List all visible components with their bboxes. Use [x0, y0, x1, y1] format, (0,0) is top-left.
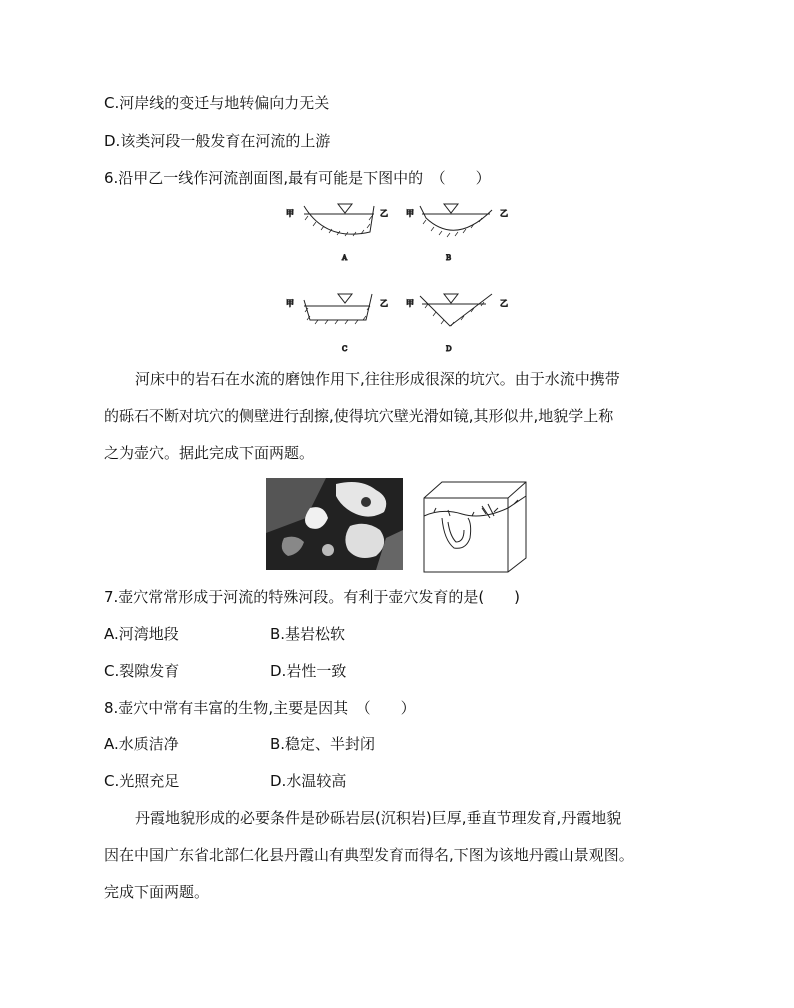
q8-option-b: B.稳定、半封闭 [270, 735, 376, 753]
paragraph-1-line-3: 之为壶穴。据此完成下面两题。 [104, 444, 315, 462]
question-7: 7.壶穴常常形成于河流的特殊河段。有利于壶穴发育的是( ) [104, 588, 521, 606]
label-jia-c: 甲 [286, 299, 294, 308]
option-c-text: C.河岸线的变迁与地转偏向力无关 [104, 94, 330, 112]
section-a [286, 204, 388, 262]
q8-option-c: C.光照充足 [104, 772, 180, 790]
section-d [406, 294, 508, 353]
q7-option-b: B.基岩松软 [270, 625, 346, 643]
q7-option-c: C.裂隙发育 [104, 662, 180, 680]
label-yi-c: 乙 [380, 299, 388, 308]
pothole-photo [266, 478, 403, 570]
label-yi-a: 乙 [380, 209, 388, 218]
pothole-block-diagram [422, 478, 528, 574]
paragraph-2-line-1: 丹霞地貌形成的必要条件是砂砾岩层(沉积岩)巨厚,垂直节理发育,丹霞地貌 [135, 809, 622, 827]
label-option-d: D [446, 345, 452, 353]
paragraph-2-line-3: 完成下面两题。 [104, 883, 210, 901]
question-8-options-row-1 [104, 734, 376, 754]
label-jia-a: 甲 [286, 209, 294, 218]
question-7-options-row-1 [104, 624, 346, 644]
paragraph-1-line-1: 河床中的岩石在水流的磨蚀作用下,往往形成很深的坑穴。由于水流中携带 [135, 370, 620, 388]
paragraph-2-line-2: 因在中国广东省北部仁化县丹霞山有典型发育而得名,下图为该地丹霞山景观图。 [104, 846, 634, 864]
q8-option-a: A.水质洁净 [104, 735, 179, 753]
river-section-figure [286, 196, 536, 358]
label-jia-b: 甲 [406, 209, 414, 218]
q7-option-a: A.河湾地段 [104, 625, 179, 643]
label-option-b: B [446, 254, 452, 262]
label-option-a: A [342, 254, 348, 262]
question-8: 8.壶穴中常有丰富的生物,主要是因其 （ ） [104, 699, 416, 717]
question-8-options-row-2 [104, 771, 347, 791]
section-c [286, 294, 388, 353]
label-yi-d: 乙 [500, 299, 508, 308]
label-option-c: C [342, 345, 348, 353]
q7-option-d: D.岩性一致 [270, 662, 347, 680]
paragraph-1-line-2: 的砾石不断对坑穴的侧壁进行刮擦,使得坑穴壁光滑如镜,其形似井,地貌学上称 [104, 407, 614, 425]
q8-option-d: D.水温较高 [270, 772, 347, 790]
option-d-text: D.该类河段一般发育在河流的上游 [104, 132, 331, 150]
label-yi-b: 乙 [500, 209, 508, 218]
question-7-options-row-2 [104, 661, 347, 681]
question-6: 6.沿甲乙一线作河流剖面图,最有可能是下图中的 （ ） [104, 169, 491, 187]
label-jia-d: 甲 [406, 299, 414, 308]
